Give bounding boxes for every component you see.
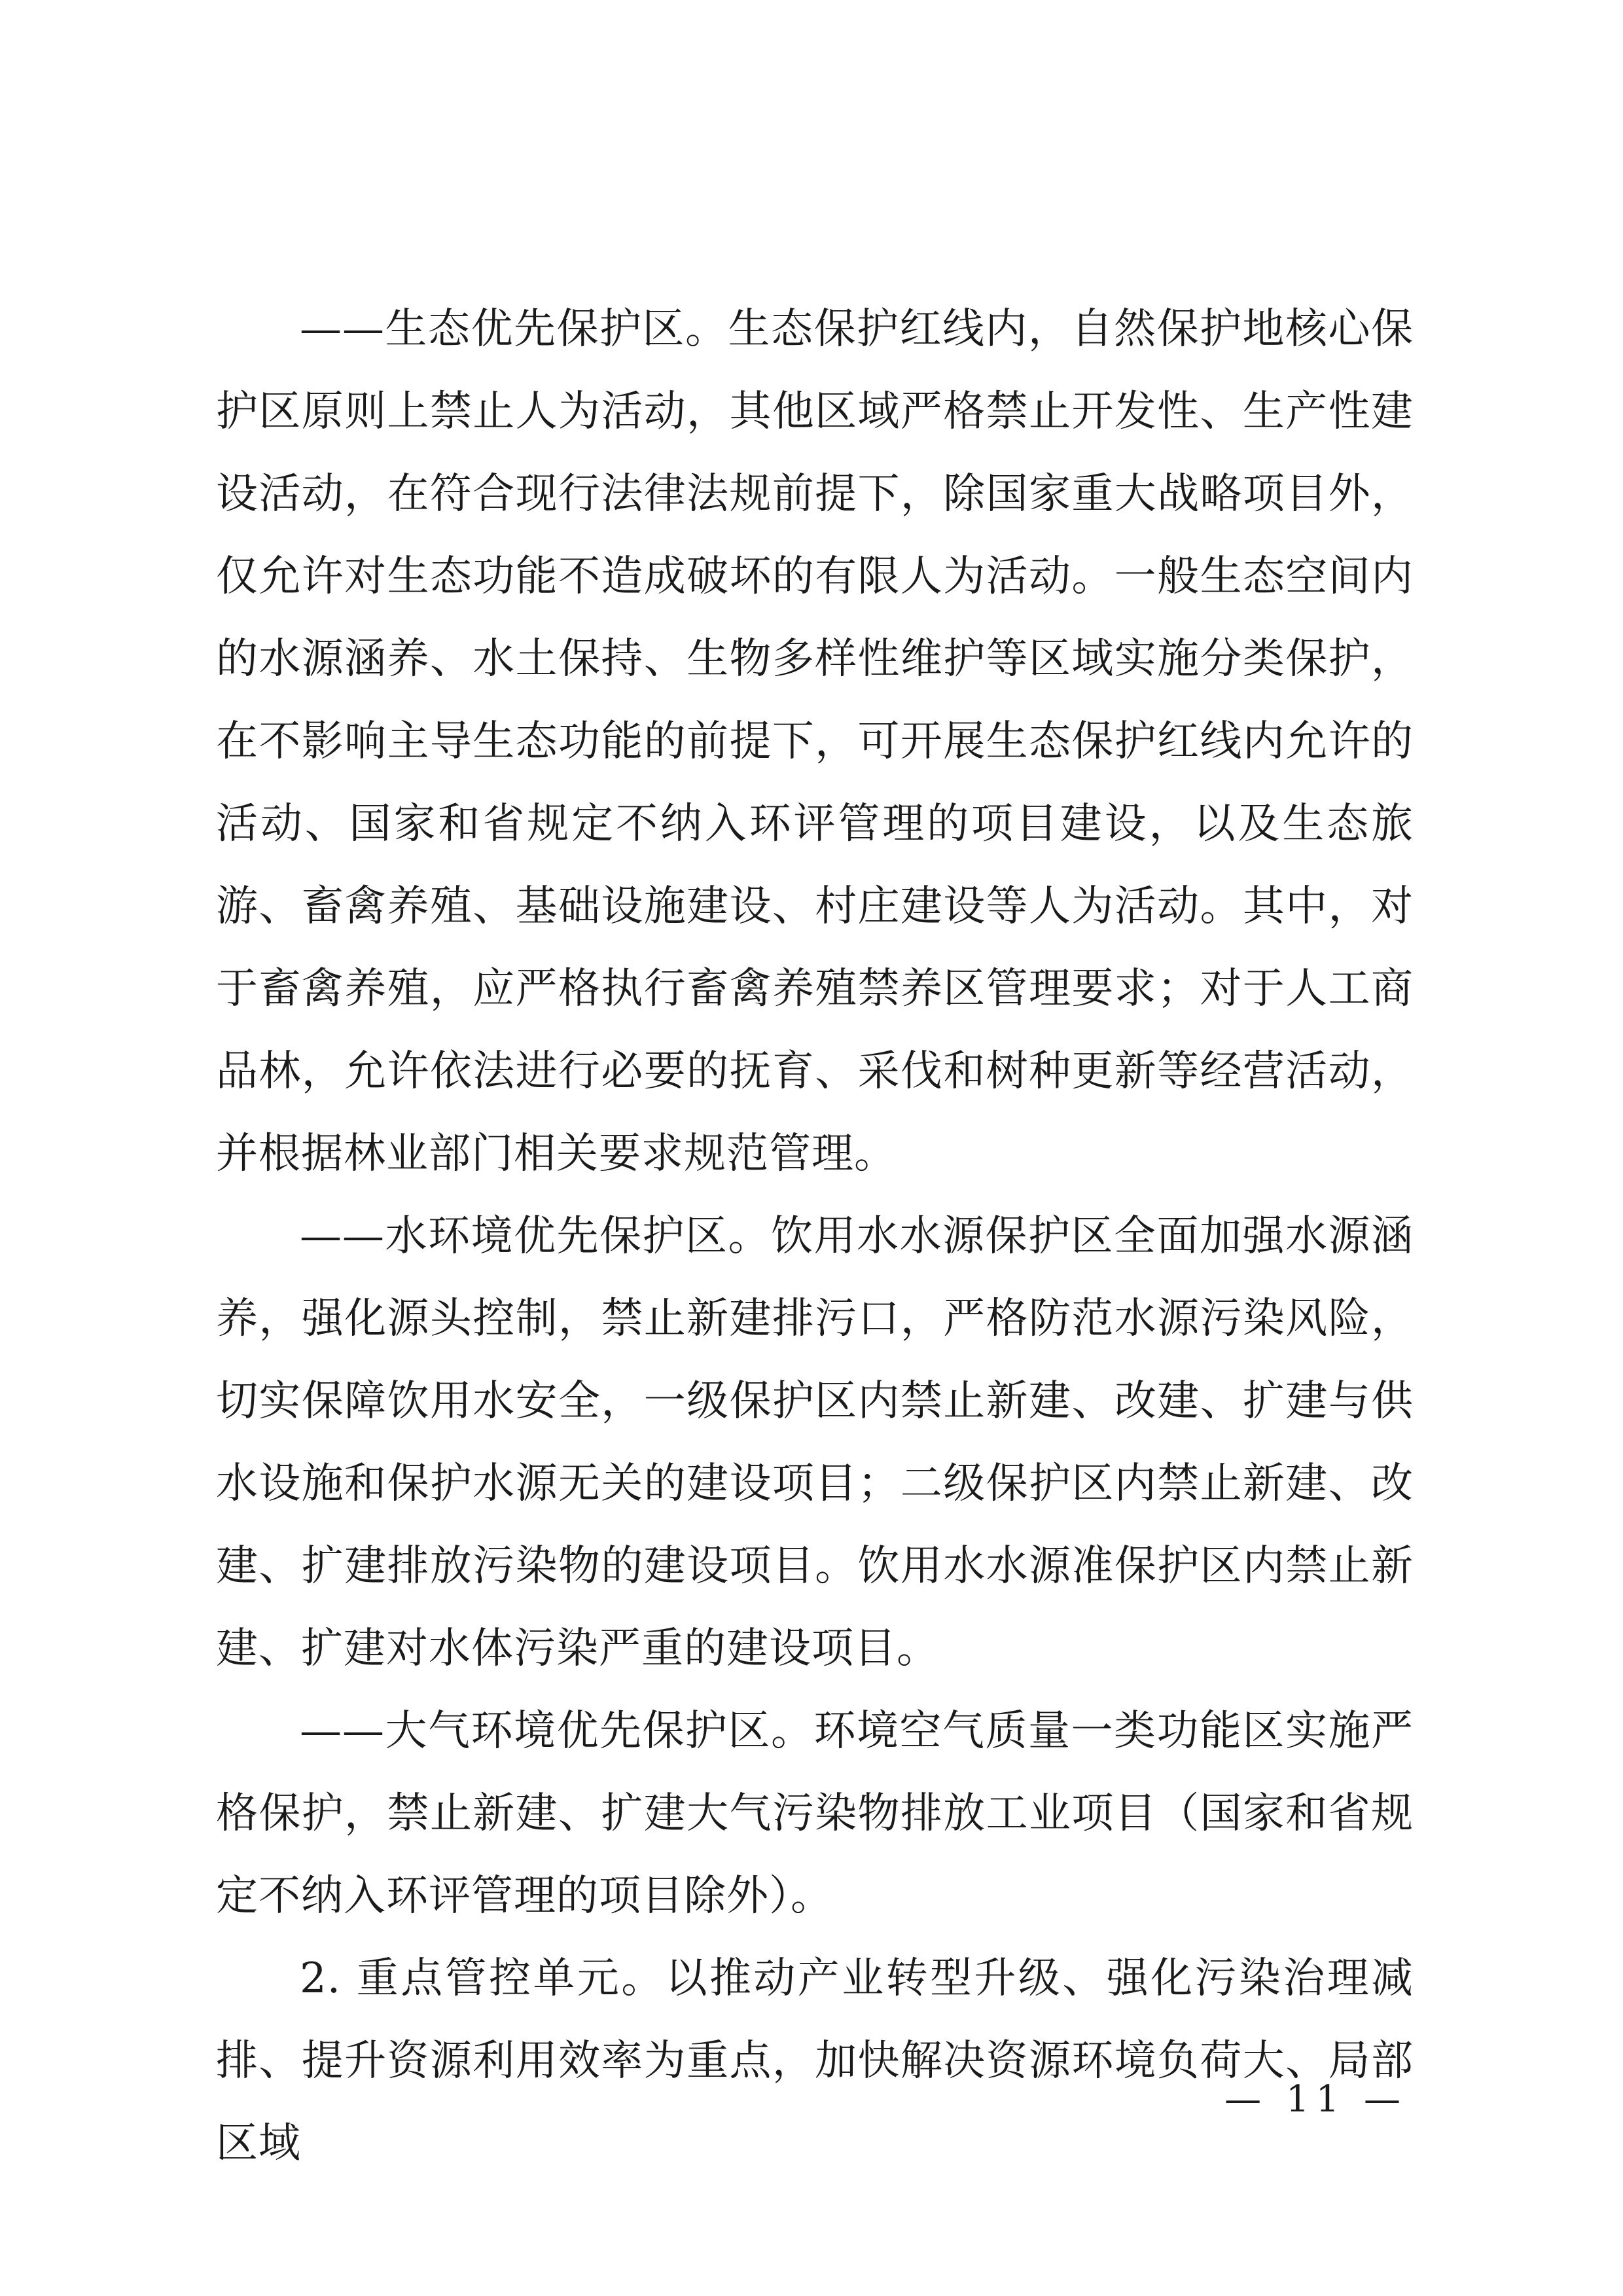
paragraph-text: 以推动产业转型升级、强化污染治理减排、提升资源利用效率为重点，加快解决资源环境负荷大、局部区域 xyxy=(216,1954,1414,2168)
document-body xyxy=(216,288,1414,2185)
paragraph-ecological-priority-zone xyxy=(216,288,1414,1195)
paragraph-heading: 2. 重点管控单元。 xyxy=(300,1954,666,2003)
paragraph-air-priority-zone xyxy=(216,1690,1414,1937)
paragraph-text: 饮用水水源保护区全面加强水源涵养，强化源头控制，禁止新建排污口，严格防范水源污染风险，切实保障饮用水安全，一级保护区内禁止新建、改建、扩建与供水设施和保护水源无关的建设项目；二级保护区内禁止新建、改建、扩建排放污染物的建设项目。饮用水水源准保护区内禁止新建、扩建对水体污染严重的建设项目。 xyxy=(216,1212,1414,1673)
paragraph-heading: ——大气环境优先保护区。 xyxy=(300,1707,814,1755)
paragraph-key-control-unit xyxy=(216,1937,1414,2185)
paragraph-heading: ——水环境优先保护区。 xyxy=(300,1212,771,1261)
paragraph-text: 生态保护红线内，自然保护地核心保护区原则上禁止人为活动，其他区域严格禁止开发性、生产性建设活动，在符合现行法律法规前提下，除国家重大战略项目外，仅允许对生态功能不造成破坏的有限人为活动。一般生态空间内的水源涵养、水土保持、生物多样性维护等区域实施分类保护，在不影响主导生态功能的前提下，可开展生态保护红线内允许的活动、国家和省规定不纳入环评管理的项目建设，以及生态旅游、畜禽养殖、基础设施建设、村庄建设等人为活动。其中，对于畜禽养殖，应严格执行畜禽养殖禁养区管理要求；对于人工商品林，允许依法进行必要的抚育、采伐和树种更新等经营活动，并根据林业部门相关要求规范管理。 xyxy=(216,305,1414,1178)
paragraph-heading: ——生态优先保护区。 xyxy=(300,305,728,353)
paragraph-water-priority-zone xyxy=(216,1195,1414,1690)
paragraph-text: 环境空气质量一类功能区实施严格保护，禁止新建、扩建大气污染物排放工业项目（国家和省规定不纳入环评管理的项目除外）。 xyxy=(216,1707,1414,1920)
page-number: — 11 — xyxy=(1224,2078,1407,2121)
